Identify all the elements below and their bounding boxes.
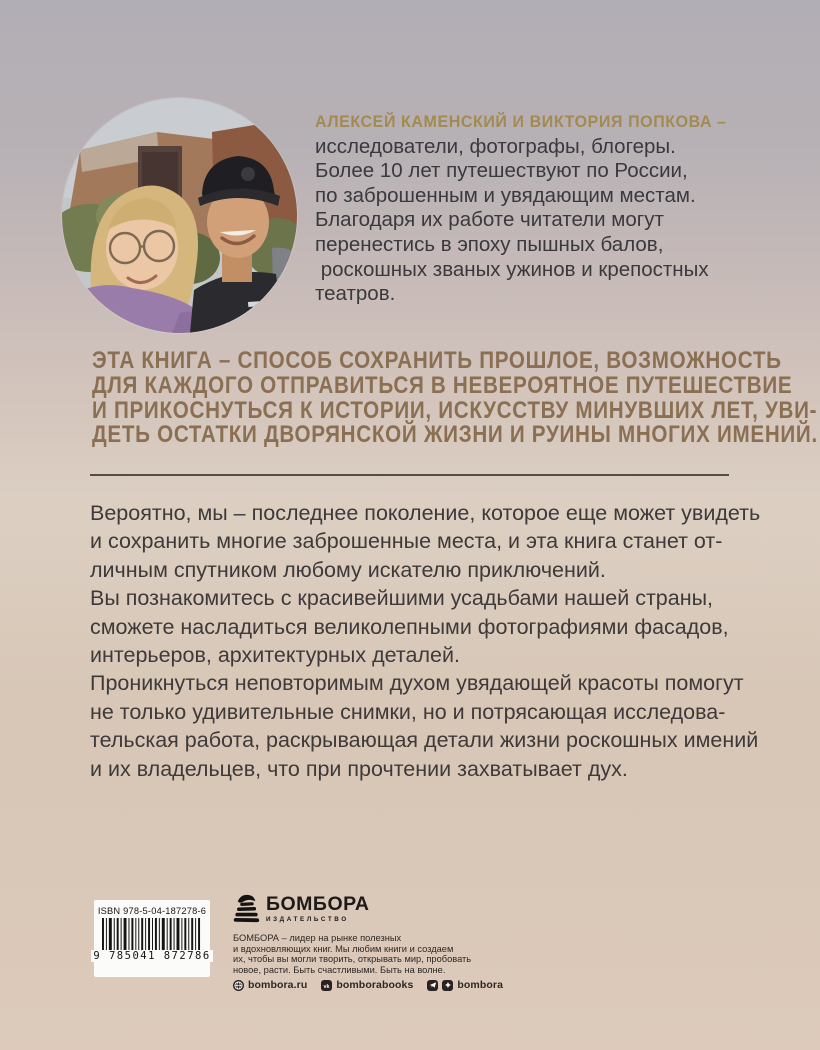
annotation-line: Проникнуться неповторимым духом увядающей красоты помогут xyxy=(90,671,744,696)
publisher-description xyxy=(233,933,523,975)
annotation-line: и сохранить многие заброшенные места, и эта книга станет от- xyxy=(90,529,723,554)
annotation-line: интерьеров, архитектурных деталей. xyxy=(90,643,460,668)
annotation-line: Вероятно, мы – последнее поколение, которое еще может увидеть xyxy=(90,501,761,525)
author-line: роскошных званых ужинов и крепостных xyxy=(315,257,709,281)
highlight-line: ДЛЯ КАЖДОГО ОТПРАВИТЬСЯ В НЕВЕРОЯТНОЕ ПУТЕШЕСТВИЕ xyxy=(92,371,793,399)
social-item-vk xyxy=(321,979,413,991)
publisher-description-line: и вдохновляющих книг. Мы любим книги и создаем xyxy=(233,943,454,954)
publisher-description-line: их, чтобы вы могли творить, открывать мир, пробовать xyxy=(233,954,472,964)
publisher-logo xyxy=(233,893,523,927)
vk-icon xyxy=(321,980,332,991)
highlight-line: И ПРИКОСНУТЬСЯ К ИСТОРИИ, ИСКУССТВУ МИНУВШИХ ЛЕТ, УВИ- xyxy=(92,396,818,424)
publisher-name: БОМБОРА xyxy=(266,893,370,915)
social-label-messengers: bombora xyxy=(457,979,504,991)
publisher-block xyxy=(233,893,523,991)
authors-photo-illustration xyxy=(62,98,297,333)
author-line: Более 10 лет путешествуют по России, xyxy=(315,159,688,183)
authors-photo xyxy=(62,98,297,333)
annotation-text xyxy=(90,499,770,783)
globe-icon xyxy=(233,980,244,991)
social-label-vk: bomborabooks xyxy=(336,979,414,991)
social-links-row xyxy=(233,979,523,991)
author-line: Благодаря их работе читатели могут xyxy=(315,208,664,232)
social-item-website xyxy=(233,979,307,991)
dzen-icon xyxy=(442,980,453,991)
bear-logo-icon xyxy=(233,893,260,927)
publisher-description-line: БОМБОРА – лидер на рынке полезных xyxy=(233,933,402,943)
highlight-quote xyxy=(92,349,818,448)
telegram-icon xyxy=(427,980,438,991)
annotation-line: личным спутником любому искателю приключений. xyxy=(90,557,606,582)
isbn-label: ISBN 978-5-04-187278-6 xyxy=(97,906,207,916)
author-line: исследователи, фотографы, блогеры. xyxy=(315,134,676,158)
highlight-line: ЭТА КНИГА – СПОСОБ СОХРАНИТЬ ПРОШЛОЕ, ВОЗМОЖНОСТЬ xyxy=(92,347,782,374)
divider-rule xyxy=(90,474,729,476)
author-line: театров. xyxy=(315,282,396,306)
author-line: перенестись в эпоху пышных балов, xyxy=(315,232,664,256)
authors-description xyxy=(315,110,765,307)
svg-text:vk: vk xyxy=(323,983,330,990)
annotation-line: тельская работа, раскрывающая детали жизни роскошных имений xyxy=(90,728,759,753)
barcode-digits: 9 785041 872786 xyxy=(93,950,211,962)
social-label-website: bombora.ru xyxy=(248,979,308,991)
social-item-messengers xyxy=(427,979,503,991)
highlight-line: ДЕТЬ ОСТАТКИ ДВОРЯНСКОЙ ЖИЗНИ И РУИНЫ МНОГИХ ИМЕНИЙ. xyxy=(92,421,818,449)
authors-names-heading: АЛЕКСЕЙ КАМЕНСКИЙ И ВИКТОРИЯ ПОПКОВА – xyxy=(315,113,727,131)
isbn-barcode-box xyxy=(94,900,210,977)
annotation-line: и их владельцев, что при прочтении захватывает дух. xyxy=(90,756,628,781)
publisher-description-line: новое, расти. Быть счастливыми. Быть на волне. xyxy=(233,964,446,975)
annotation-line: не только удивительные снимки, но и потрясающая исследова- xyxy=(90,699,726,724)
annotation-line: Вы познакомитесь с красивейшими усадьбами нашей страны, xyxy=(90,586,714,611)
publisher-tagline: ИЗДАТЕЛЬСТВО xyxy=(266,916,349,923)
annotation-line: сможете насладиться великолепными фотографиями фасадов, xyxy=(90,614,729,639)
author-line: по заброшенным и увядающим местам. xyxy=(315,183,696,207)
